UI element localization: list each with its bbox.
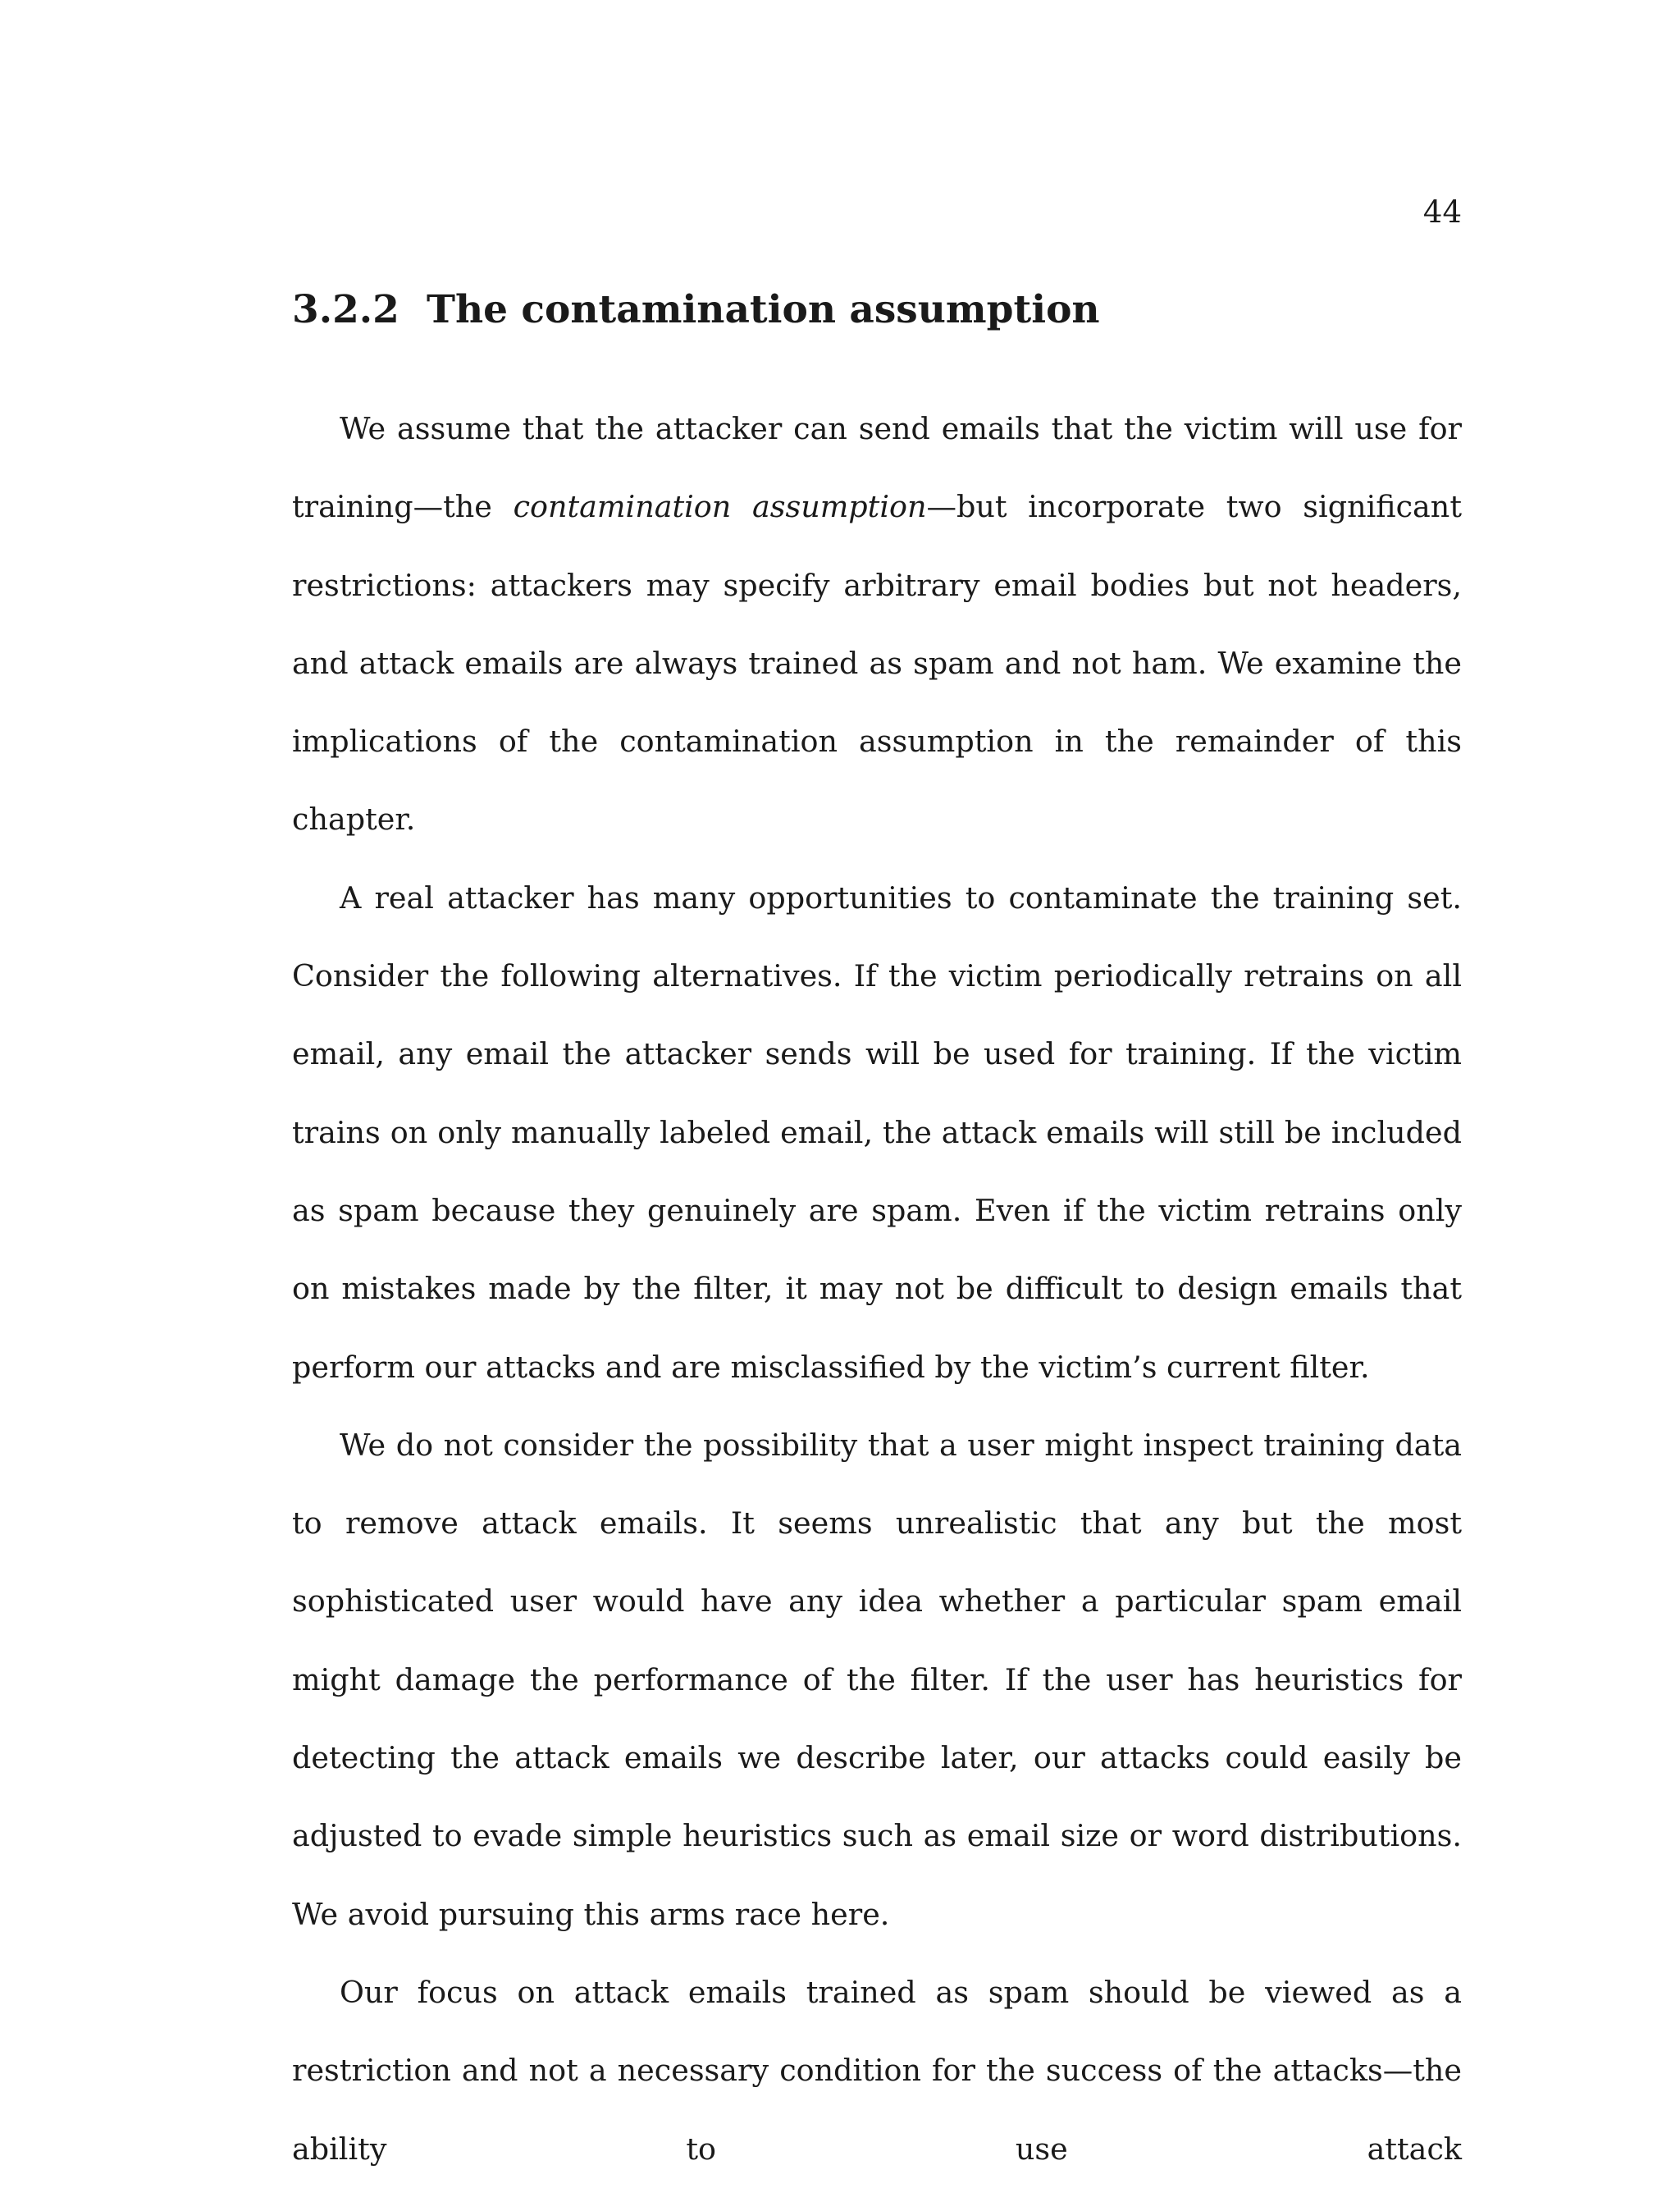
page-number: 44 bbox=[1422, 194, 1462, 230]
section-number: 3.2.2 bbox=[292, 287, 399, 332]
paragraph-spam-restriction: Our focus on attack emails trained as spam should be viewed as a restriction and not a necessary condition for the success of the attacks—the ability to use attack bbox=[292, 1974, 1462, 2167]
paragraph-contamination-assumption bbox=[292, 390, 1462, 859]
paragraph-lead-text: We assume that the attacker can send emails that the victim will use for training—the bbox=[292, 411, 1462, 525]
paragraph-user-inspection: We do not consider the possibility that a user might inspect training data to remove attack emails. It seems unrealistic that any but the most sophisticated user would have any idea whether a particular spam email might damage the performance of the filter. If the user has heuristics for detecting the attack emails we describe later, our attacks could easily be adjusted to evade simple heuristics such as email size or word distributions. We avoid pursuing this arms race here. bbox=[292, 1427, 1462, 1932]
emphasized-term: contamination assumption bbox=[513, 489, 927, 525]
section-heading bbox=[292, 287, 1100, 333]
body-text bbox=[292, 390, 1462, 2188]
paragraph-rest-text: —but incorporate two significant restrictions: attackers may specify arbitrary email bodies but not headers, and attack emails are always trained as spam and not ham. We examine the implications of the contamination assumption in the remainder of this chapter. bbox=[292, 489, 1462, 838]
section-title: The contamination assumption bbox=[427, 287, 1100, 332]
paragraph-training-opportunities: A real attacker has many opportunities to contaminate the training set. Consider the following alternatives. If the victim periodically retrains on all email, any email the attacker sends will be used for training. If the victim trains on only manually labeled email, the attack emails will still be included as spam because they genuinely are spam. Even if the victim retrains only on mistakes made by the filter, it may not be difficult to design emails that perform our attacks and are misclassified by the victim’s current filter. bbox=[292, 879, 1462, 1385]
